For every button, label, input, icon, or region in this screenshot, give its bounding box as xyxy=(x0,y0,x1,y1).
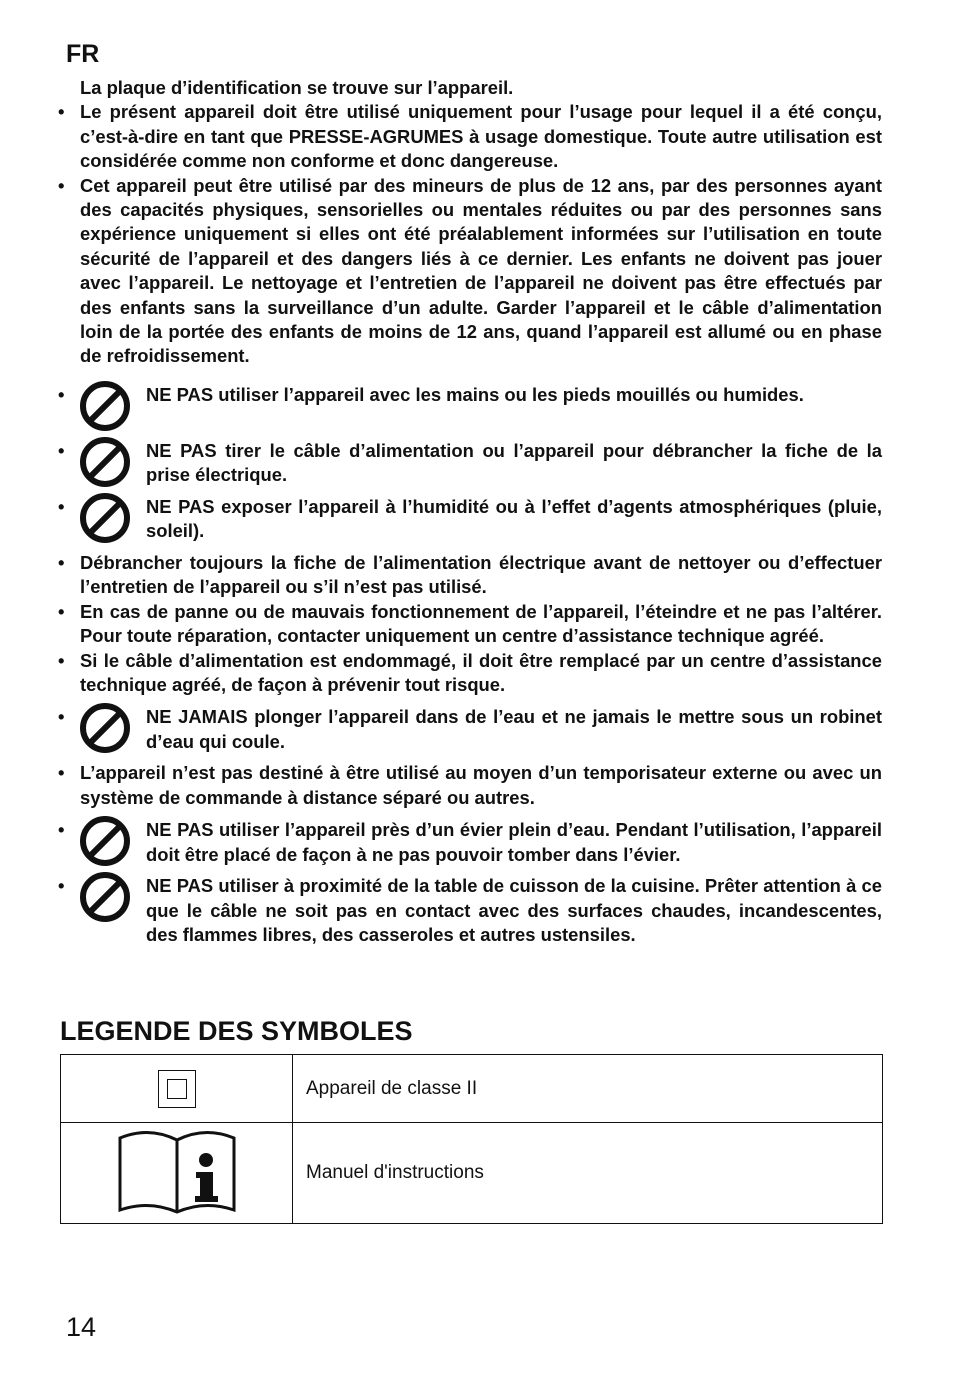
language-code: FR xyxy=(66,40,100,68)
warning-item xyxy=(58,818,882,872)
bullet: • xyxy=(58,439,65,461)
prohibition-icon xyxy=(78,701,132,755)
bullet: • xyxy=(58,174,65,196)
symbol-cell xyxy=(61,1123,293,1224)
warning-item xyxy=(58,495,882,549)
warning-text: L’appareil n’est pas destiné à être utilisé au moyen d’un temporisateur externe ou avec un système de commande à distance séparé ou autres. xyxy=(80,762,882,808)
symbol-description: Manuel d'instructions xyxy=(293,1123,883,1224)
warning-text: Le présent appareil doit être utilisé uniquement pour l’usage pour lequel il a été conçu, c’est-à-dire en tant que PRESSE-AGRUMES à usage domestique. Toute autre utilisation est considérée comme non conforme et donc dangereuse. xyxy=(80,101,882,172)
warning-item xyxy=(58,383,882,437)
warning-text: NE PAS utiliser l’appareil près d’un évier plein d’eau. Pendant l’utilisation, l’appareil doit être placé de façon à ne pas pouvoir tomber dans l’évier. xyxy=(146,819,882,865)
warning-item xyxy=(58,174,882,369)
instruction-manual-icon xyxy=(116,1126,238,1216)
warnings-list xyxy=(58,100,882,947)
prohibition-icon xyxy=(78,379,132,433)
prohibition-icon xyxy=(78,435,132,489)
warning-text: NE PAS exposer l’appareil à l’humidité ou à l’effet d’agents atmosphériques (pluie, soleil). xyxy=(146,495,882,542)
warning-item xyxy=(58,761,882,810)
warning-text: NE JAMAIS plonger l’appareil dans de l’eau et ne jamais le mettre sous un robinet d’eau qui coule. xyxy=(146,706,882,752)
legend-title: LEGENDE DES SYMBOLES xyxy=(60,1016,413,1046)
symbol-cell xyxy=(61,1055,293,1123)
warning-item xyxy=(58,551,882,600)
table-row xyxy=(61,1123,883,1224)
prohibition-icon xyxy=(78,491,132,545)
warning-text: NE PAS utiliser l’appareil avec les mains ou les pieds mouillés ou humides. xyxy=(146,383,804,405)
safety-instructions xyxy=(58,76,882,947)
bullet: • xyxy=(58,383,65,405)
warning-text: Débrancher toujours la fiche de l’alimentation électrique avant de nettoyer ou d’effectuer l’entretien de l’appareil ou s’il n’est pas utilisé. xyxy=(80,551,882,598)
page-number: 14 xyxy=(66,1312,97,1342)
bullet: • xyxy=(58,551,65,573)
warning-text: En cas de panne ou de mauvais fonctionnement de l’appareil, l’éteindre et ne pas l’altérer. Pour toute réparation, contacter uniquement un centre d’assistance technique agréé. xyxy=(80,600,882,647)
bullet: • xyxy=(58,600,65,622)
bullet: • xyxy=(58,495,65,517)
warning-item xyxy=(58,600,882,649)
class-ii-icon xyxy=(158,1070,196,1108)
bullet: • xyxy=(58,649,65,671)
warning-item xyxy=(58,874,882,947)
warning-text: NE PAS tirer le câble d’alimentation ou l’appareil pour débrancher la fiche de la prise électrique. xyxy=(146,439,882,486)
bullet: • xyxy=(58,762,65,784)
warning-text: NE PAS utiliser à proximité de la table de cuisson de la cuisine. Prêter attention à ce que le câble ne soit pas en contact avec des surfaces chaudes, incandescentes, des flammes libres, des casseroles et autres ustensiles. xyxy=(146,875,882,945)
bullet: • xyxy=(58,819,65,841)
symbol-description: Appareil de classe II xyxy=(293,1055,883,1123)
intro-text: La plaque d’identification se trouve sur l’appareil. xyxy=(80,77,514,98)
warning-text: Cet appareil peut être utilisé par des mineurs de plus de 12 ans, par des personnes ayant des capacités physiques, sensorielles ou mentales réduites ou par des personnes sans expérience uniquement si elles ont été préalablement informées sur l’utilisation en toute sécurité de l’appareil et des dangers liés à ce dernier. Les enfants ne doivent pas jouer avec l’appareil. Le nettoyage et l’entretien de l’appareil ne doivent pas être effectués par des enfants sans la surveillance d’un adulte. Garder l’appareil et le câble d’alimentation loin de la portée des enfants de moins de 12 ans, quand l’appareil est allumé ou en phase de refroidissement. xyxy=(80,174,882,367)
prohibition-icon xyxy=(78,814,132,868)
warning-item xyxy=(58,705,882,759)
prohibition-icon xyxy=(78,870,132,924)
bullet: • xyxy=(58,706,65,728)
table-row xyxy=(61,1055,883,1123)
bullet: • xyxy=(58,101,65,123)
bullet: • xyxy=(58,875,65,897)
warning-text: Si le câble d’alimentation est endommagé, il doit être remplacé par un centre d’assistance technique agréé, de façon à prévenir tout risque. xyxy=(80,649,882,695)
symbol-legend-table xyxy=(60,1054,883,1224)
warning-item xyxy=(58,439,882,493)
warning-item xyxy=(58,649,882,698)
warning-item xyxy=(58,100,882,173)
